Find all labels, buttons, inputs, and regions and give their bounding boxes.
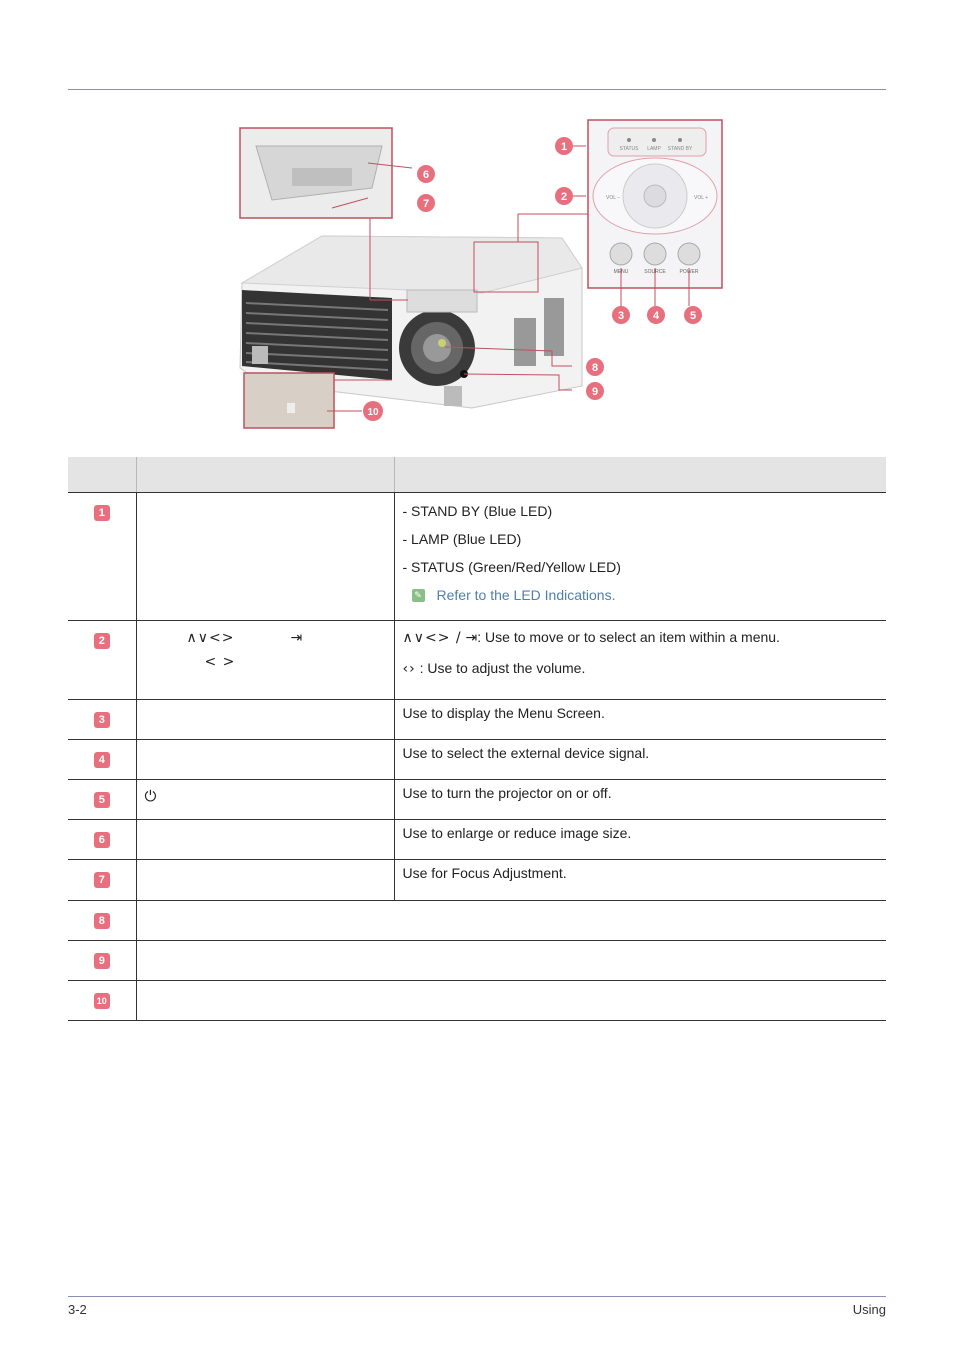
enter-icon: ⇥ (290, 629, 303, 645)
callout-8 (586, 358, 604, 376)
source-button-label: SOURCE (644, 269, 666, 275)
row-number-badge: 6 (94, 832, 110, 848)
enter-icon: ⇥ (465, 629, 478, 645)
callout-7 (417, 194, 435, 212)
callout-4 (647, 306, 665, 324)
svg-text:9: 9 (591, 386, 599, 398)
zoom-focus-inset (240, 128, 392, 218)
note-text[interactable]: Refer to the LED Indications. (436, 587, 616, 603)
row-number-badge: 4 (94, 752, 110, 768)
projector-figure (232, 118, 724, 432)
control-panel-inset (588, 120, 722, 288)
table-row (68, 901, 886, 941)
row-number-badge: 3 (94, 712, 110, 728)
row-number-badge: 5 (94, 792, 110, 808)
power-icon: ⏻ (144, 788, 157, 805)
callout-9 (586, 382, 604, 400)
svg-text:3: 3 (617, 310, 625, 322)
callout-3 (612, 306, 630, 324)
svg-text:1: 1 (560, 141, 568, 153)
vol-plus-label: VOL + (694, 195, 709, 201)
footer-rule (68, 1296, 886, 1297)
table-row (68, 700, 886, 740)
led-desc-status: - STATUS (Green/Red/Yellow LED) (402, 559, 621, 575)
led-desc-lamp: - LAMP (Blue LED) (402, 531, 522, 547)
row-number-badge: 8 (94, 913, 110, 929)
table-row (68, 860, 886, 901)
rear-foot-inset (244, 373, 334, 428)
table-row (68, 740, 886, 780)
page-number: 3-2 (68, 1302, 87, 1317)
svg-text:5: 5 (689, 310, 697, 322)
nav-arrows-glyph: ∧∨<> / (402, 630, 462, 646)
table-row (68, 493, 886, 621)
vol-desc: : Use to adjust the volume. (419, 660, 586, 676)
row-desc: Use to enlarge or reduce image size. (394, 820, 886, 860)
note-led-indications[interactable] (403, 587, 879, 603)
callout-5 (684, 306, 702, 324)
row-number-badge: 1 (94, 505, 110, 521)
svg-text:4: 4 (652, 310, 660, 322)
callout-6 (417, 165, 435, 183)
svg-text:10: 10 (367, 407, 379, 418)
led-label-standby: STAND BY (667, 146, 693, 152)
section-name: Using (852, 1302, 886, 1317)
callout-2 (555, 187, 573, 205)
nav-desc: : Use to move or to select an item within a menu. (477, 629, 780, 645)
svg-text:7: 7 (422, 198, 430, 210)
row-number-badge: 10 (94, 993, 110, 1009)
table-row (68, 780, 886, 820)
svg-text:2: 2 (560, 191, 568, 203)
led-desc-standby: - STAND BY (Blue LED) (402, 503, 553, 519)
svg-text:8: 8 (591, 362, 599, 374)
table-row (68, 941, 886, 981)
power-button-label: POWER (679, 269, 699, 275)
led-label-status: STATUS (619, 146, 639, 152)
table-row (68, 981, 886, 1021)
menu-button-label: MENU (613, 269, 629, 275)
vol-icon: ‹› (402, 661, 416, 677)
table-header (68, 457, 886, 493)
led-label-lamp: LAMP (647, 146, 661, 152)
row-number-badge: 9 (94, 953, 110, 969)
row-desc: Use to turn the projector on or off. (394, 780, 886, 820)
header-rule (68, 89, 886, 90)
vol-minus-label: VOL − (606, 195, 621, 201)
callout-10 (363, 401, 383, 421)
row-desc: Use to select the external device signal. (394, 740, 886, 780)
row-number-badge: 2 (94, 633, 110, 649)
control-table (68, 457, 886, 1021)
note-icon: ✎ (412, 589, 425, 602)
table-row (68, 621, 886, 700)
row-number-badge: 7 (94, 872, 110, 888)
vol-buttons-glyph: < > (204, 654, 236, 670)
callout-1 (555, 137, 573, 155)
row-desc: Use for Focus Adjustment. (394, 860, 886, 901)
svg-text:6: 6 (422, 169, 430, 181)
row-desc: Use to display the Menu Screen. (394, 700, 886, 740)
nav-arrows-glyph: ∧∨<> (186, 629, 235, 646)
table-row (68, 820, 886, 860)
